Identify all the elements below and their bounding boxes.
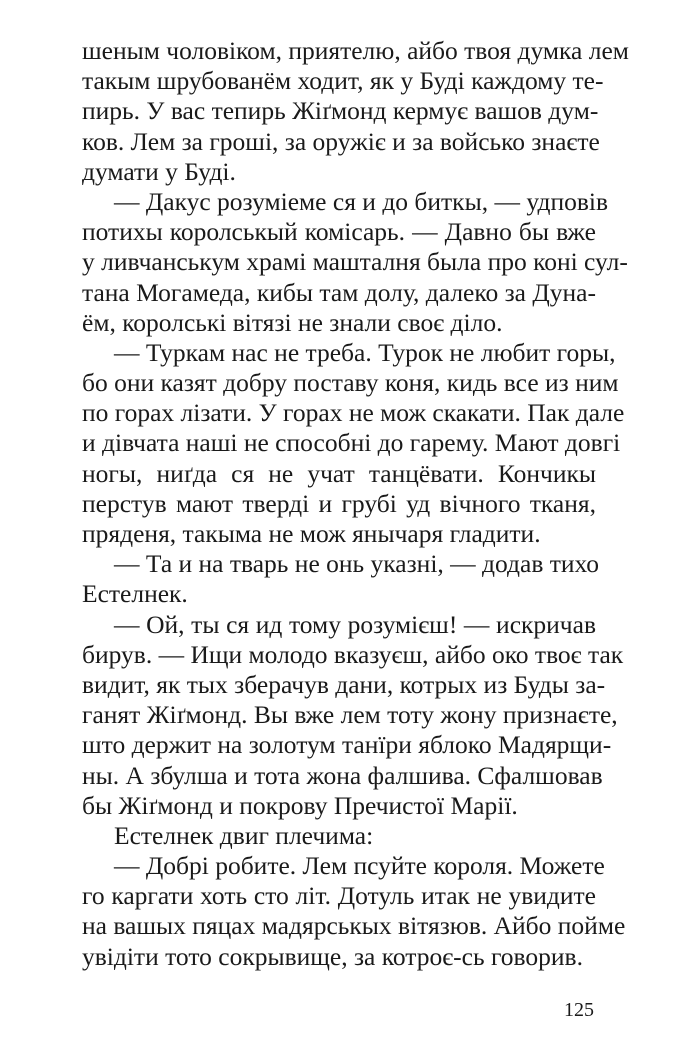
text-line: бирув. — Ищи молодо вказуєш, айбо око твоє так [82,639,624,669]
text-line: по горах лізати. У горах не мож скакати. Пак дале [82,398,625,428]
text-line: бо они казят добру поставу коня, кидь все из ним [82,368,619,398]
text-line: — Туркам нас не треба. Турок не любит горы, [114,337,616,367]
text-line: пирь. У вас тепирь Жіґмонд кермує вашов дум- [82,96,599,126]
text-line: тана Могамеда, кибы там долу, далеко за Дуна- [82,277,596,307]
text-line: ногы, ниґда ся не учат танцёвати. Кончикы [82,458,596,488]
text-line: ны. А збулша и тота жона фалшива. Сфалшовав [82,760,603,790]
text-line: — Добрі робите. Лем псуйте короля. Можете [114,851,605,881]
text-line: Естелнек. [82,579,188,609]
text-line: ём, королські вітязі не знали своє діло. [82,307,503,337]
text-line: такым шрубованём ходит, як у Буді каждому те- [82,66,604,96]
text-line: шеным чоловіком, приятелю, айбо твоя думка лем [82,36,629,65]
text-line: го каргати хоть сто літ. Дотуль итак не увидите [82,881,596,911]
page-number: 125 [564,999,594,1021]
text-line: Естелнек двиг плечима: [114,820,374,850]
text-line: у ливчанськум храмі машталня была про коні сул- [82,247,628,277]
text-line: ганят Жіґмонд. Вы вже лем тоту жону признаєте, [82,700,618,730]
text-line: — Та и на тварь не онь указні, — додав тихо [114,549,600,579]
text-line: — Дакус розуміеме ся и до биткы, — удповів [114,186,609,216]
page-body [82,36,629,972]
text-line: потихы королськый комісарь. — Давно бы вже [82,217,596,247]
text-line: видит, як тых зберачув дани, котрых из Буды за- [82,669,606,699]
text-line: пряденя, такыма не мож янычаря гладити. [82,519,541,548]
text-line: увідіти тото сокрывище, за котроє-сь говорив. [82,941,583,971]
text-line: на вашых пяцах мадярськых вітязюв. Айбо пойме [82,911,626,941]
text-line: — Ой, ты ся ид тому розумієш! — искричав [114,609,596,639]
text-line: и дівчата наші не способні до гарему. Мают довгі [82,428,621,458]
text-line: перстув мают тверді и грубі уд вічного тканя, [82,488,596,518]
text-line: ков. Лем за гроші, за оружіє и за войсько знаєте [82,126,600,156]
text-line: бы Жіґмонд и покрову Пречистої Марії. [82,790,518,820]
text-line: думати у Буді. [82,156,236,186]
text-line: што держит на золотум танїри яблоко Мадярщи- [82,730,612,760]
